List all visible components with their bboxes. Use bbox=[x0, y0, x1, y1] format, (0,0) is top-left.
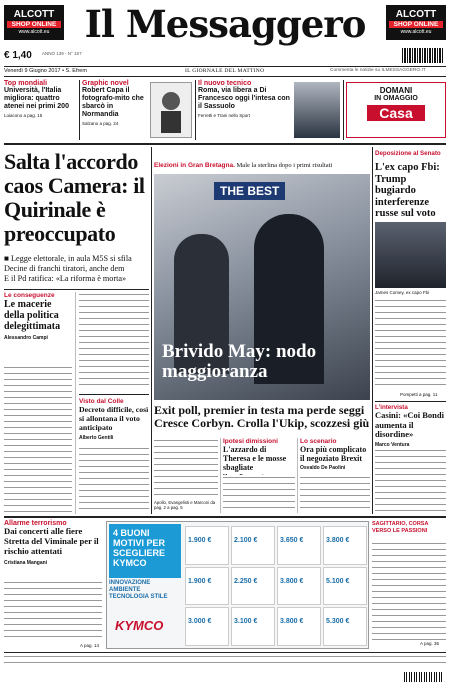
scooter-cell bbox=[185, 607, 229, 646]
horoscope-kicker: SAGITTARIO, CORSA VERSO LE PASSIONI bbox=[372, 521, 429, 534]
ad-price: 5.100 € bbox=[326, 577, 350, 585]
col-title: L'azzardo di Theresa e le mosse sbagliate bbox=[223, 445, 287, 472]
horoscope-box[interactable] bbox=[372, 521, 446, 649]
scooter-cell bbox=[277, 567, 321, 606]
lead-body-text bbox=[79, 292, 149, 390]
story-body-text bbox=[375, 448, 446, 513]
teaser-note: Loiacono a pag. 15 bbox=[4, 113, 43, 118]
story-author: Marco Ventura bbox=[375, 441, 410, 448]
teaser-note: Salzano a pag. 24 bbox=[82, 121, 119, 126]
capa-illustration bbox=[150, 82, 192, 138]
uk-foot-note: Apollo, Evangelisti e Marconi da pag. 2 a pag. 5 bbox=[154, 500, 216, 510]
lead-headline[interactable]: Salta l'accordo caos Camera: il Quirinale è preoccupato bbox=[4, 149, 145, 246]
ad-price: 1.900 € bbox=[188, 577, 212, 585]
teaser-roma[interactable] bbox=[198, 80, 293, 140]
sidebar-note: Pompetti a pag. 11 bbox=[400, 392, 438, 397]
casa-brand: Casa bbox=[367, 105, 425, 121]
ad-price: 3.800 € bbox=[326, 537, 350, 544]
story-body-text bbox=[4, 365, 72, 513]
uk-kicker-line bbox=[154, 162, 370, 169]
story-comey[interactable] bbox=[375, 150, 446, 220]
lead-bullet-3: E il Pd ratifica: «La riforma è morta» bbox=[4, 274, 127, 283]
story-visto-colle[interactable] bbox=[79, 398, 149, 441]
footer-credits bbox=[4, 654, 446, 668]
ad-price: 3.800 € bbox=[280, 577, 304, 585]
story-title: Le macerie della politica delegittimata bbox=[4, 299, 61, 332]
teaser-note: Ferretti e Trani nello Sport bbox=[198, 113, 251, 118]
lead-bullets bbox=[4, 254, 149, 284]
tagline: IL GIORNALE DEL MATTINO bbox=[185, 68, 265, 74]
col-kicker: Lo scenario bbox=[300, 438, 337, 445]
horoscope-note: A pag. 36 bbox=[420, 641, 440, 646]
photo-banner: THE BEST bbox=[214, 182, 285, 200]
col-body-text bbox=[300, 475, 370, 513]
lead-bullet-1: ■ Legge elettorale, in aula M5S si sfila bbox=[4, 254, 132, 263]
newspaper-logo: Il Messaggero bbox=[84, 2, 366, 46]
story-conseguenze[interactable] bbox=[4, 292, 72, 341]
story-title: L'ex capo Fbi: Trump bugiardo interferenze russe sul voto bbox=[375, 162, 440, 219]
promo-right-url: www.alcott.eu bbox=[400, 29, 432, 35]
casa-line1: DOMANI bbox=[379, 86, 413, 95]
comment-link[interactable]: Commenta le notizie su ILMESSAGGERO.IT bbox=[330, 68, 426, 73]
comey-caption: James Comey, ex capo Fbi bbox=[375, 290, 430, 295]
scooter-cell bbox=[323, 607, 367, 646]
kymco-ad[interactable] bbox=[106, 521, 369, 649]
teaser-kicker: Top mondiali bbox=[4, 80, 48, 87]
teaser-kicker: Il nuovo tecnico bbox=[198, 80, 252, 87]
story-kicker: Visto dal Colle bbox=[79, 398, 124, 405]
barcode bbox=[402, 48, 444, 63]
story-kicker: L'intervista bbox=[375, 404, 408, 411]
date-line: Venerdì 9 Giugno 2017 • S. Efrem bbox=[4, 68, 87, 74]
promo-left-line2: SHOP ONLINE bbox=[7, 21, 61, 28]
scooter-cell bbox=[277, 526, 321, 565]
teaser-title: Roma, via libera a Di Francesco oggi l'intesa con il Sassuolo bbox=[198, 87, 290, 110]
story-author: Alberto Gentili bbox=[79, 435, 114, 441]
kymco-logo: KYMCO bbox=[115, 618, 164, 633]
story-kicker: Allarme terrorismo bbox=[4, 520, 67, 527]
scooter-cell bbox=[277, 607, 321, 646]
coach-photo bbox=[294, 82, 340, 138]
promo-right[interactable] bbox=[386, 5, 446, 40]
scooter-cell bbox=[231, 567, 275, 606]
scooter-cell bbox=[231, 607, 275, 646]
ad-price: 3.800 € bbox=[280, 618, 304, 626]
may-photo[interactable] bbox=[154, 174, 370, 400]
ad-price: 2.100 € bbox=[234, 537, 258, 544]
uk-body-text bbox=[154, 438, 218, 500]
ad-tagline: INNOVAZIONE AMBIENTE TECNOLOGIA STILE bbox=[109, 580, 168, 600]
story-note: A pag. 14 bbox=[80, 643, 100, 648]
story-author: Alessandro Campi bbox=[4, 335, 48, 341]
issue-number: ANNO 139 - N° 157 bbox=[42, 51, 82, 56]
ad-price: 3.650 € bbox=[280, 537, 304, 544]
story-title: Dai concerti alle fiere Stretta del Viminale per il rischio attentati bbox=[4, 526, 99, 556]
ad-headline: 4 BUONI MOTIVI PER SCEGLIERE KYMCO bbox=[109, 524, 181, 578]
story-terrorism[interactable] bbox=[4, 520, 102, 566]
promo-left-line1: ALCOTT bbox=[13, 9, 55, 20]
ad-price: 2.250 € bbox=[234, 577, 258, 585]
story-title: Casini: «Coi Bondi aumenta il disordine» bbox=[375, 410, 444, 439]
uk-headline[interactable]: Exit poll, premier in testa ma perde seggi Cresce Corbyn. Crolla l'Ukip, scozzesi giù bbox=[154, 403, 370, 431]
scooter-cell bbox=[185, 526, 229, 565]
teaser-capa[interactable] bbox=[82, 80, 150, 140]
col-author: Osvaldo De Paolini bbox=[300, 465, 346, 471]
teaser-casa[interactable] bbox=[346, 82, 446, 138]
teaser-kicker: Graphic novel bbox=[82, 80, 129, 87]
scooter-cell bbox=[231, 526, 275, 565]
teaser-universities[interactable] bbox=[4, 80, 78, 140]
scooter-cell bbox=[323, 567, 367, 606]
promo-left-url: www.alcott.eu bbox=[18, 29, 50, 35]
promo-left[interactable] bbox=[4, 5, 64, 40]
uk-col-dimissioni[interactable] bbox=[223, 438, 295, 480]
promo-right-line1: ALCOTT bbox=[395, 9, 437, 20]
col-title: Ora più complicato il negoziato Brexit bbox=[300, 445, 367, 463]
promo-right-line2: SHOP ONLINE bbox=[389, 21, 443, 28]
ad-price-grid bbox=[185, 526, 367, 646]
uk-subkicker: Male la sterlina dopo i primi risultati bbox=[236, 162, 333, 169]
lead-bullet-2: Decine di franchi tiratori, anche dem bbox=[4, 264, 125, 273]
footer-barcode bbox=[404, 672, 444, 682]
col-body-text bbox=[223, 475, 295, 513]
ad-price: 3.000 € bbox=[188, 618, 212, 626]
comey-photo bbox=[375, 222, 446, 288]
sidebar-body-text bbox=[375, 298, 446, 390]
ad-price: 3.100 € bbox=[234, 618, 258, 626]
may-photo-caption: Brivido May: nodo maggioranza bbox=[162, 341, 317, 382]
casa-line2: IN OMAGGIO bbox=[374, 95, 418, 102]
col-kicker: Ipotesi dimissioni bbox=[223, 438, 278, 445]
story-body-text bbox=[4, 580, 102, 642]
teaser-title: Robert Capa il fotografo-mito che sbarcò in Normandia bbox=[82, 87, 144, 118]
story-author: Cristiana Mangani bbox=[4, 560, 48, 567]
ad-price: 5.300 € bbox=[326, 618, 350, 626]
story-kicker: Deposizione al Senato bbox=[375, 150, 441, 157]
teaser-title: Università, l'Italia migliora: quattro atenei nei primi 200 bbox=[4, 87, 69, 110]
scooter-cell bbox=[323, 526, 367, 565]
uk-col-scenario[interactable] bbox=[300, 438, 370, 471]
story-casini[interactable] bbox=[375, 404, 446, 448]
story-title: Decreto difficile, così si allontana il voto anticipato bbox=[79, 405, 149, 432]
comic-icon bbox=[151, 83, 191, 137]
story-kicker: Le conseguenze bbox=[4, 292, 55, 299]
uk-kicker: Elezioni in Gran Bretagna. bbox=[154, 162, 235, 169]
scooter-cell bbox=[185, 567, 229, 606]
price: € 1,40 bbox=[4, 50, 32, 61]
horoscope-body bbox=[372, 541, 446, 641]
story-body-text bbox=[79, 446, 149, 513]
ad-price: 1.900 € bbox=[188, 537, 212, 544]
